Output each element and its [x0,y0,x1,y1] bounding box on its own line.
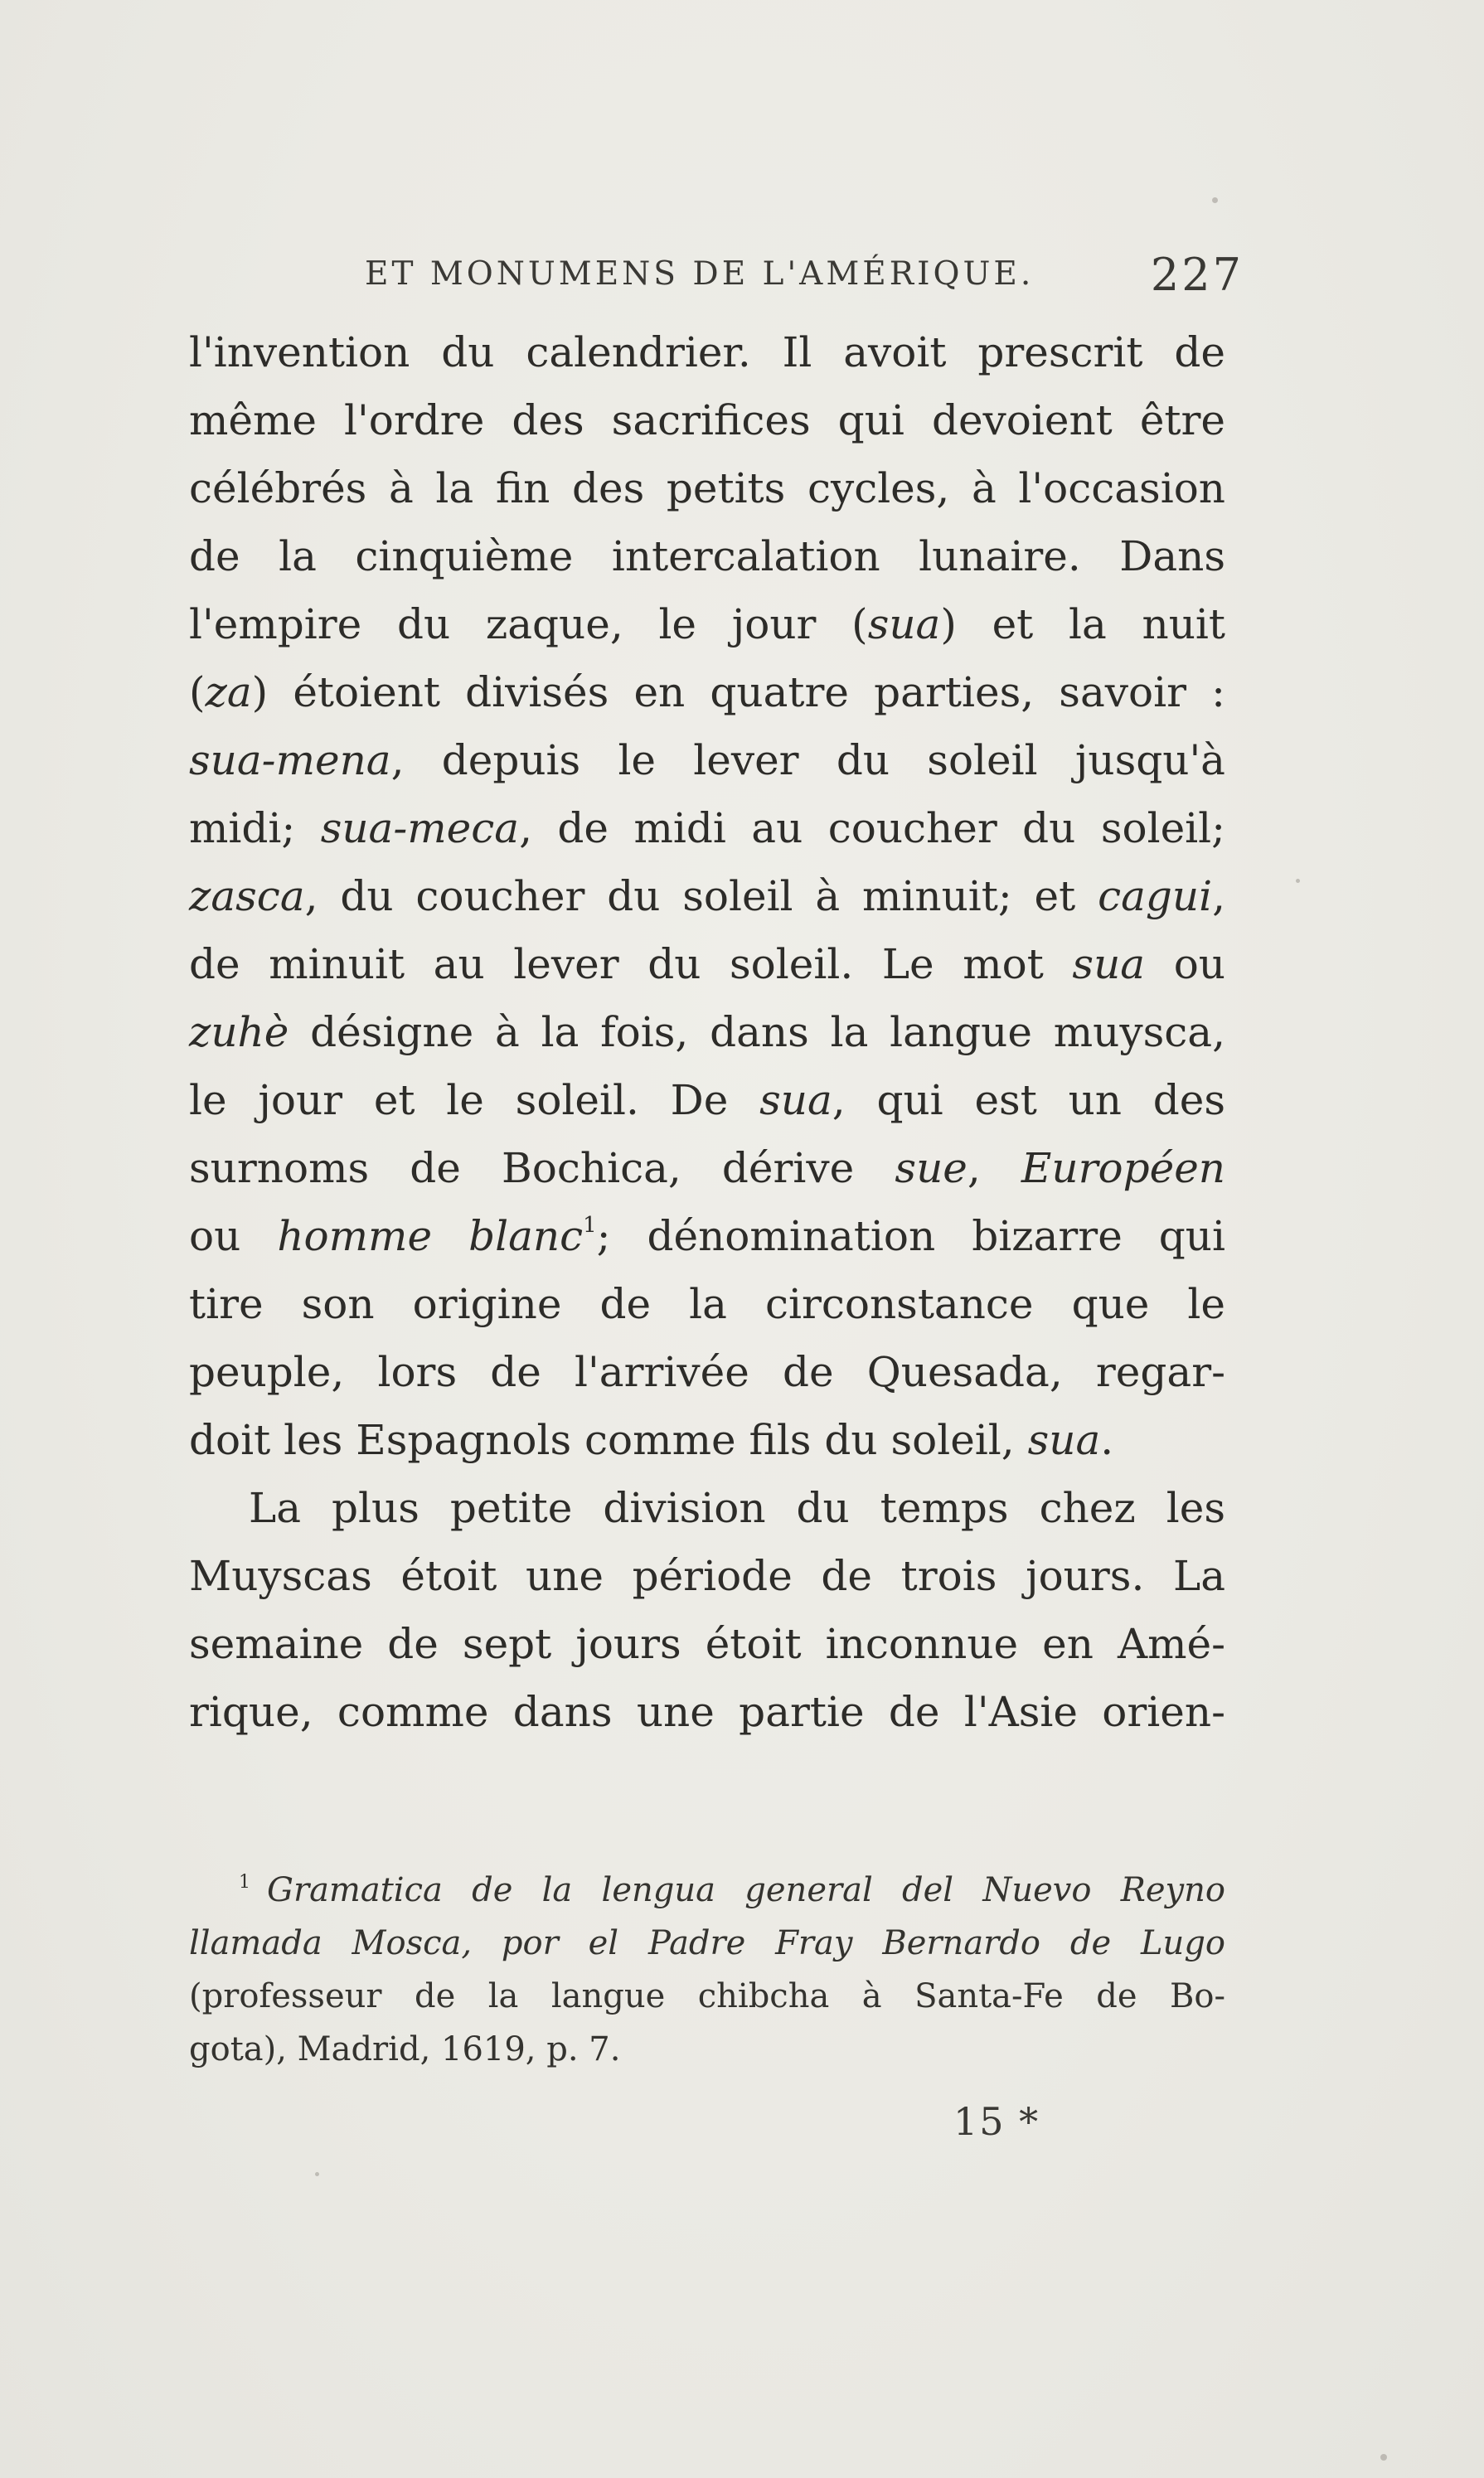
text-line [189,930,1225,998]
italic-text: sua [759,1076,832,1124]
text-run: rique, comme dans une partie de l'Asie orien- [189,1688,1225,1736]
running-title: ET MONUMENS DE L'AMÉRIQUE. [365,255,1035,293]
footnote-line [189,1917,1225,1970]
text-line [189,1338,1225,1406]
text-run: , du coucher du soleil à minuit; et [304,872,1098,920]
text-line [189,590,1225,658]
text-run: , depuis le lever du soleil jusqu'à [390,736,1225,784]
footnote-line [189,1864,1225,1917]
footnote [189,1864,1225,2076]
text-run: doit les Espagnols comme fils du soleil, [189,1416,1028,1464]
italic-text: sua-mena [189,736,391,784]
text-run: semaine de sept jours étoit inconnue en Amé- [189,1620,1225,1668]
text-run: tire son origine de la circonstance que le [189,1280,1225,1328]
text-run: La plus petite division du temps chez les [249,1484,1225,1532]
text-run: désigne à la fois, dans la langue muysca, [289,1008,1225,1056]
text-run: l'empire du zaque, le jour ( [189,600,868,648]
body-text [189,318,1225,1746]
text-run: , qui est un des [832,1076,1226,1124]
text-line [189,658,1225,726]
text-line [189,318,1225,386]
footnote-marker: 1 [239,1872,250,1893]
text-line [189,522,1225,590]
text-line [189,1406,1225,1474]
text-run: ( [189,668,206,716]
text-line [189,1542,1225,1610]
paper-speck [315,2172,319,2176]
text-run: Muyscas étoit une période de trois jours. La [189,1552,1225,1600]
page-number: 227 [1150,249,1244,301]
running-head [365,249,1244,307]
italic-text: sua [1027,1416,1101,1464]
signature-mark: 15 * [953,2099,1040,2144]
paper-speck [1212,197,1218,203]
paper-speck [1380,2454,1387,2461]
text-line [189,386,1225,454]
text-run: ) et la nuit [940,600,1225,648]
text-run: ou [1145,940,1225,988]
text-run: le jour et le soleil. De [189,1076,760,1124]
text-run: gota), Madrid, 1619, p. 7. [189,2030,621,2068]
text-line [189,862,1225,930]
paper-speck [1296,879,1300,883]
text-run: , [1212,872,1225,920]
text-line [189,794,1225,862]
text-run: ; dénomination bizarre qui [596,1212,1225,1260]
text-run: l'invention du calendrier. Il avoit prescrit de [189,328,1225,376]
text-run: même l'ordre des sacrifices qui devoient être [189,396,1225,444]
footnote-reference: 1 [583,1213,597,1238]
text-line [189,726,1225,794]
text-run: , [967,1144,1021,1192]
text-line [189,1134,1225,1202]
text-run: midi; [189,804,321,852]
italic-text: zasca [189,872,305,920]
text-line [189,1678,1225,1746]
italic-text: Gramatica de la lengua general del Nuevo Reyno [267,1871,1225,1909]
footnote-line [189,1970,1225,2023]
text-line [189,1610,1225,1678]
text-run: , de midi au coucher du soleil; [519,804,1225,852]
italic-text: za [205,668,252,716]
text-line [189,1474,1225,1542]
text-line [189,454,1225,522]
footnote-line [189,2023,1225,2076]
text-run: . [1100,1416,1114,1464]
text-run: de minuit au lever du soleil. Le mot [189,940,1073,988]
italic-text: cagui [1098,872,1213,920]
italic-text: llamada Mosca, por el Padre Fray Bernardo de Lugo [189,1924,1225,1962]
text-run: ou [189,1212,278,1260]
italic-text: sua-meca [320,804,520,852]
text-run: ) étoient divisés en quatre parties, savoir : [251,668,1225,716]
italic-text: homme blanc [277,1212,584,1260]
italic-text: sue [895,1144,968,1192]
text-line [189,1066,1225,1134]
text-run: surnoms de Bochica, dérive [189,1144,895,1192]
italic-text: sua [867,600,941,648]
italic-text: sua [1072,940,1146,988]
text-run: de la cinquième intercalation lunaire. Dans [189,532,1225,580]
italic-text: Européen [1021,1144,1225,1192]
text-run: (professeur de la langue chibcha à Santa-Fe de Bo- [189,1977,1225,2015]
text-line [189,1270,1225,1338]
text-line [189,998,1225,1066]
text-run: célébrés à la fin des petits cycles, à l'occasion [189,464,1225,512]
italic-text: zuhè [189,1008,289,1056]
text-run: peuple, lors de l'arrivée de Quesada, regar- [189,1348,1225,1396]
text-line [189,1202,1225,1270]
